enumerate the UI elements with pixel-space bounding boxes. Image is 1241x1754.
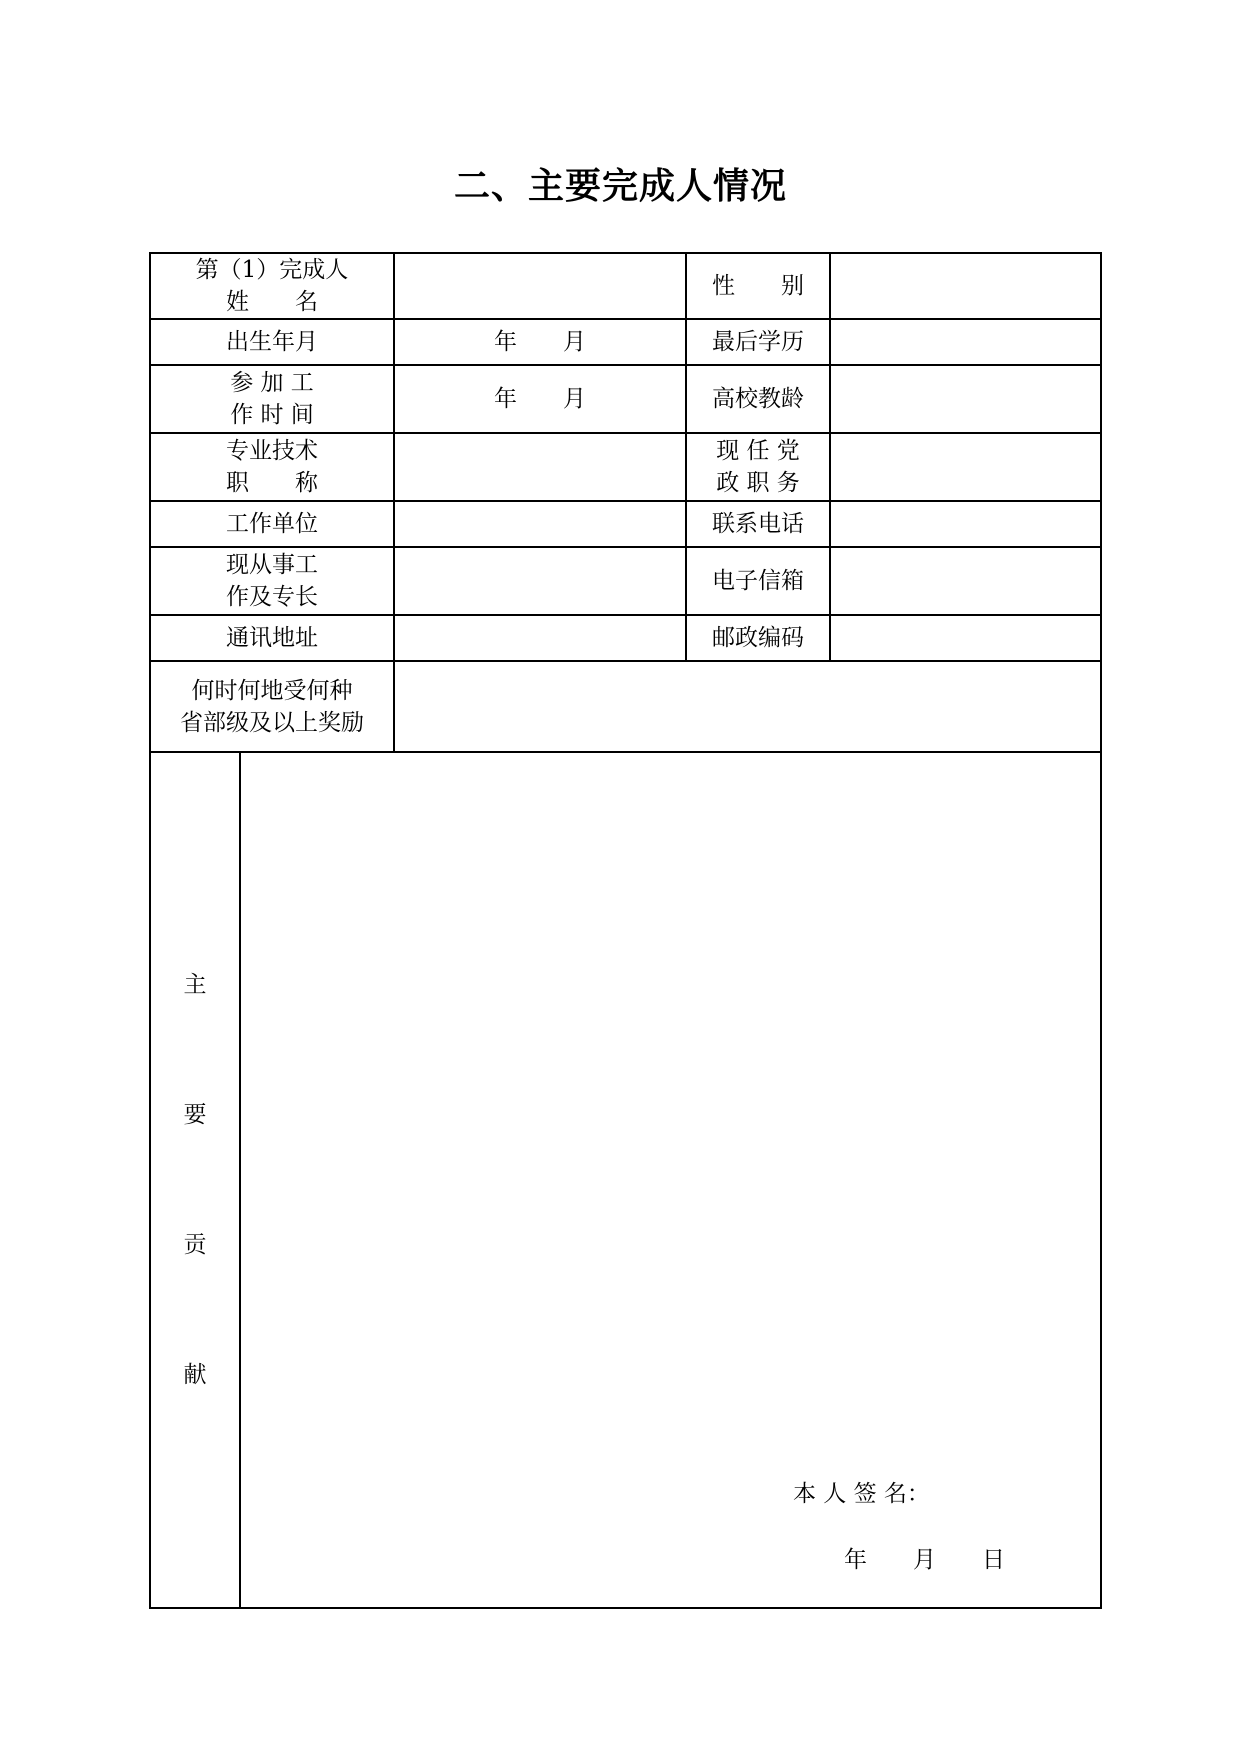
- postcode-field: [829, 614, 1102, 662]
- work-start-label: [149, 364, 395, 434]
- employer-field: [393, 500, 687, 548]
- contribution-char: 要: [183, 1101, 207, 1128]
- birth-date-field: [393, 318, 687, 366]
- professional-title-label: [149, 432, 395, 502]
- gender-label-text: 性 别: [712, 273, 804, 299]
- name-label-line-2: 姓 名: [226, 289, 318, 315]
- work-start-field: [393, 364, 687, 434]
- completer-info-table: [149, 252, 1102, 1609]
- signature-label: 本 人 签 名：: [793, 1481, 930, 1507]
- current-position-field: [829, 432, 1102, 502]
- phone-field: [829, 500, 1102, 548]
- address-field: [393, 614, 687, 662]
- specialty-field: [393, 546, 687, 616]
- name-label-line-1: 第（1）完成人: [195, 257, 349, 283]
- awards-label-line-1: 何时何地受何种: [191, 677, 353, 704]
- current-position-label-line-1: 现 任 党: [716, 438, 800, 464]
- contribution-char: 献: [183, 1361, 207, 1388]
- specialty-label-line-1: 现从事工: [226, 552, 318, 578]
- specialty-label-line-2: 作及专长: [226, 584, 318, 610]
- specialty-label: [149, 546, 395, 616]
- birth-date-label: [149, 318, 395, 366]
- current-position-label-line-2: 政 职 务: [716, 470, 800, 496]
- professional-title-label-line-1: 专业技术: [226, 438, 318, 464]
- postcode-label-text: 邮政编码: [712, 625, 804, 651]
- awards-label-line-2: 省部级及以上奖励: [180, 709, 364, 736]
- awards-label: [149, 660, 395, 753]
- teaching-years-field: [829, 364, 1102, 434]
- awards-field: [393, 660, 1102, 753]
- employer-label-text: 工作单位: [226, 511, 318, 537]
- education-label: [685, 318, 831, 366]
- teaching-years-label-text: 高校教龄: [712, 386, 804, 412]
- phone-label-text: 联系电话: [712, 511, 804, 537]
- birth-date-label-text: 出生年月: [226, 329, 318, 355]
- work-start-label-line-1: 参 加 工: [230, 370, 314, 396]
- email-label: [685, 546, 831, 616]
- postcode-label: [685, 614, 831, 662]
- email-label-text: 电子信箱: [712, 568, 804, 594]
- page-title: 二、主要完成人情况: [453, 165, 787, 207]
- gender-label: [685, 252, 831, 320]
- work-start-placeholder: 年 月: [494, 386, 586, 412]
- contribution-char: 主: [183, 971, 207, 998]
- name-label: [149, 252, 395, 320]
- current-position-label: [685, 432, 831, 502]
- signature-date: 年 月 日: [844, 1547, 1005, 1573]
- address-label-text: 通讯地址: [226, 625, 318, 651]
- name-field: [393, 252, 687, 320]
- teaching-years-label: [685, 364, 831, 434]
- professional-title-field: [393, 432, 687, 502]
- work-start-label-line-2: 作 时 间: [230, 402, 314, 428]
- contribution-label-vertical: [183, 971, 207, 1388]
- phone-label: [685, 500, 831, 548]
- contribution-label: [149, 751, 241, 1609]
- education-field: [829, 318, 1102, 366]
- contribution-field: [239, 751, 1102, 1609]
- professional-title-label-line-2: 职 称: [226, 470, 318, 496]
- education-label-text: 最后学历: [712, 329, 804, 355]
- address-label: [149, 614, 395, 662]
- gender-field: [829, 252, 1102, 320]
- email-field: [829, 546, 1102, 616]
- contribution-char: 贡: [183, 1231, 207, 1258]
- birth-date-placeholder: 年 月: [494, 329, 586, 355]
- employer-label: [149, 500, 395, 548]
